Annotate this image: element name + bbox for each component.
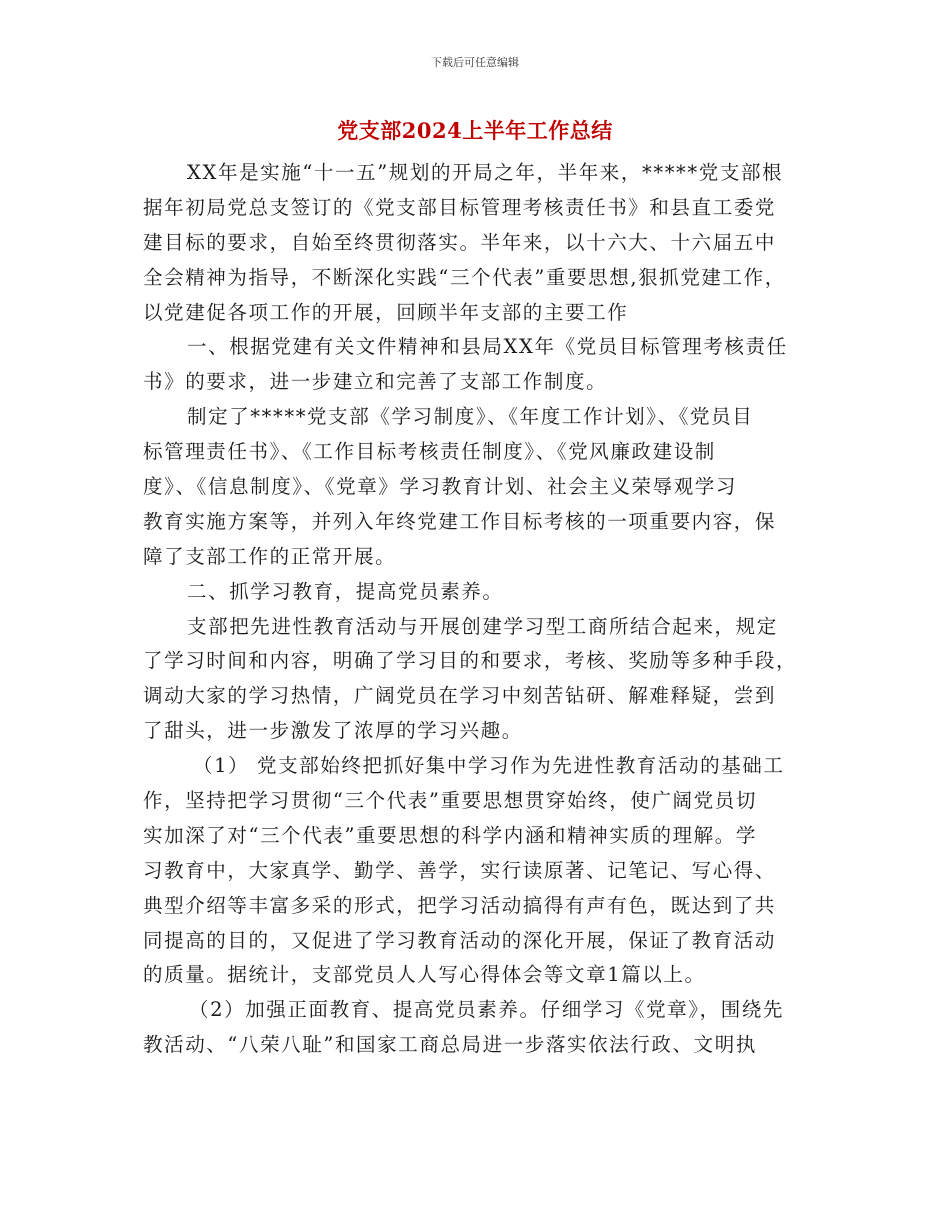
body-line: 教活动、“八荣八耻”和国家工商总局进一步落实依法行政、文明执	[143, 1033, 757, 1057]
body-line: 典型介绍等丰富多采的形式，把学习活动搞得有声有色，既达到了共	[143, 893, 777, 917]
body-line: 建目标的要求，自始至终贯彻落实。半年来，以十六大、十六届五中	[143, 230, 777, 254]
body-line: 作，坚持把学习贯彻“三个代表”重要思想贯穿始终，使广阔党员切	[143, 789, 757, 813]
body-line: 据年初局党总支签订的《党支部目标管理考核责任书》和县直工委党	[143, 195, 777, 219]
body-line: 支部把先进性教育活动与开展创建学习型工商所结合起来，规定	[187, 614, 778, 638]
section-heading-line: 一、根据党建有关文件精神和县局XX年《党员目标管理考核责任	[187, 335, 788, 359]
body-line: 标管理责任书》、《工作目标考核责任制度》、《党风廉政建设制	[143, 440, 716, 464]
body-line: 习教育中，大家真学、勤学、善学，实行读原著、记笔记、写心得、	[143, 858, 777, 882]
body-line: 调动大家的学习热情，广阔党员在学习中刻苦钻研、解难释疑，尝到	[143, 684, 777, 708]
page-header-note: 下载后可任意编辑	[431, 56, 519, 69]
subsection-line: （1） 党支部始终把抓好集中学习作为先进性教育活动的基础工	[193, 754, 785, 778]
document-body	[143, 156, 815, 1063]
body-line: XX年是实施“十一五”规划的开局之年，半年来，*****党支部根	[187, 161, 784, 184]
body-line: 同提高的目的，又促进了学习教育活动的深化开展，保证了教育活动	[143, 928, 777, 952]
body-line: 制定了*****党支部《学习制度》、《年度工作计划》、《党员目	[187, 405, 754, 429]
document-title: 党支部2024上半年工作总结	[337, 118, 613, 143]
body-line: 实加深了对“三个代表”重要思想的科学内涵和精神实质的理解。学	[143, 823, 757, 847]
body-line: 以党建促各项工作的开展，回顾半年支部的主要工作	[143, 300, 629, 324]
section-heading-line: 二、抓学习教育，提高党员素养。	[187, 579, 504, 603]
body-line: 的质量。据统计，支部党员人人写心得体会等文章1篇以上。	[143, 963, 706, 987]
body-line: 书》的要求，进一步建立和完善了支部工作制度。	[143, 370, 608, 394]
body-line: 教育实施方案等，并列入年终党建工作目标考核的一项重要内容，保	[143, 509, 777, 533]
body-line: 了学习时间和内容，明确了学习目的和要求，考核、奖励等多种手段，	[143, 649, 798, 673]
subsection-line: （2）加强正面教育、提高党员素养。仔细学习《党章》，围绕先	[189, 998, 785, 1022]
body-line: 全会精神为指导，不断深化实践“三个代表”重要思想,狠抓党建工作，	[143, 265, 786, 289]
body-line: 障了支部工作的正常开展。	[143, 544, 397, 568]
body-line: 度》、《信息制度》、《党章》学习教育计划、社会主义荣辱观学习	[143, 475, 738, 499]
body-line: 了甜头，进一步激发了浓厚的学习兴趣。	[143, 719, 523, 743]
